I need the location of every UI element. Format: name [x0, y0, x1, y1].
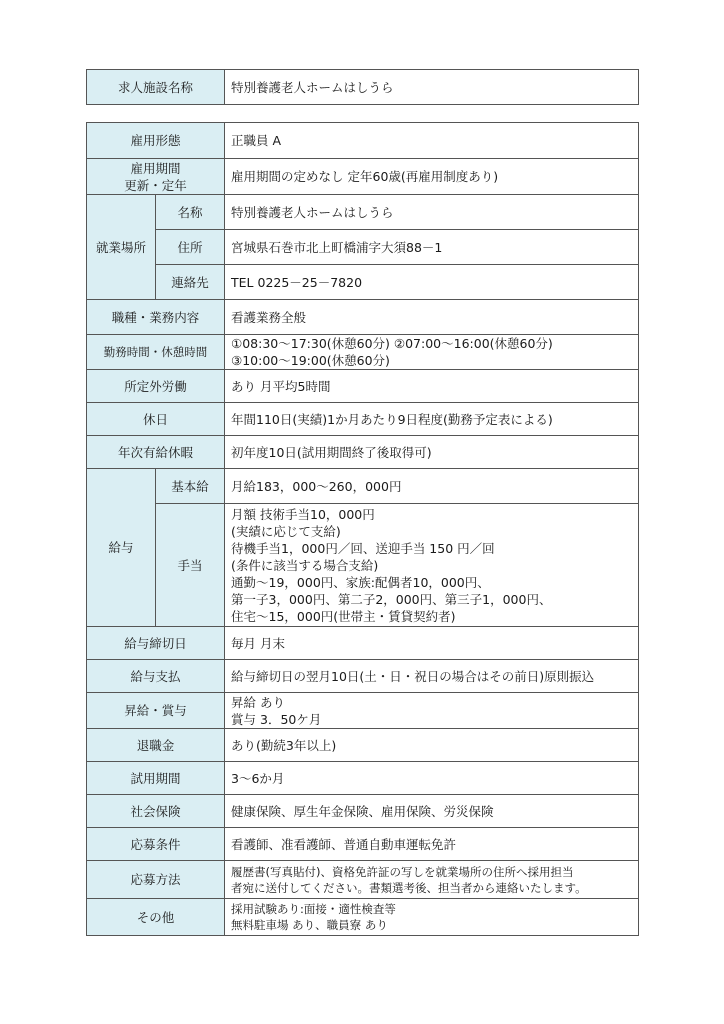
raise-bonus-label: 昇給・賞与 — [87, 693, 225, 729]
raise-bonus-line: 賞与 3．50ケ月 — [231, 711, 322, 727]
insurance-label: 社会保険 — [87, 795, 225, 828]
employment-period-row — [87, 159, 639, 195]
workplace-address-value: 宮城県石巻市北上町橋浦字大須88－1 — [225, 230, 639, 265]
facility-row — [87, 70, 639, 105]
allowance-line: 住宅～15，000円(世帯主・賃貸契約者) — [231, 608, 456, 624]
probation-row — [87, 762, 639, 795]
workplace-name-value: 特別養護老人ホームはしうら — [225, 195, 639, 230]
work-hours-line: ③10:00～19:00(休憩60分) — [231, 353, 390, 368]
pay-cutoff-label: 給与締切日 — [87, 627, 225, 660]
pay-cutoff-value: 毎月 月末 — [225, 627, 639, 660]
probation-value: 3～6か月 — [225, 762, 639, 795]
pay-day-row — [87, 660, 639, 693]
workplace-address-row — [87, 230, 639, 265]
workplace-name-label: 名称 — [156, 195, 225, 230]
application-line: 者宛に送付してください。書類選考後、担当者から連絡いたします。 — [231, 880, 587, 895]
overtime-row — [87, 370, 639, 403]
raise-bonus-value — [225, 693, 639, 729]
work-hours-row — [87, 335, 639, 370]
insurance-value: 健康保険、厚生年金保険、雇用保険、労災保険 — [225, 795, 639, 828]
employment-period-value: 雇用期間の定めなし 定年60歳(再雇用制度あり) — [225, 159, 639, 195]
application-value — [225, 861, 639, 899]
overtime-label: 所定外労働 — [87, 370, 225, 403]
holidays-label: 休日 — [87, 403, 225, 436]
retirement-row — [87, 729, 639, 762]
workplace-contact-label: 連絡先 — [156, 265, 225, 300]
job-content-value: 看護業務全般 — [225, 300, 639, 335]
salary-label: 給与 — [87, 469, 156, 627]
application-row — [87, 861, 639, 899]
probation-label: 試用期間 — [87, 762, 225, 795]
retirement-value: あり(勤続3年以上) — [225, 729, 639, 762]
paid-leave-row — [87, 436, 639, 469]
work-hours-label: 勤務時間・休憩時間 — [87, 335, 225, 370]
pay-cutoff-row — [87, 627, 639, 660]
facility-value: 特別養護老人ホームはしうら — [225, 70, 639, 105]
facility-label: 求人施設名称 — [87, 70, 225, 105]
paid-leave-label: 年次有給休暇 — [87, 436, 225, 469]
base-salary-value: 月給183，000～260，000円 — [225, 469, 639, 504]
overtime-value: あり 月平均5時間 — [225, 370, 639, 403]
requirements-row — [87, 828, 639, 861]
allowance-line: (条件に該当する場合支給) — [231, 557, 379, 573]
other-label: その他 — [87, 899, 225, 936]
employment-period-label — [87, 159, 225, 195]
workplace-contact-value: TEL 0225－25－7820 — [225, 265, 639, 300]
pay-day-value: 給与締切日の翌月10日(土・日・祝日の場合はその前日)原則振込 — [225, 660, 639, 693]
employment-type-value: 正職員 A — [225, 123, 639, 159]
base-salary-label: 基本給 — [156, 469, 225, 504]
allowance-line: 通勤～19，000円、家族:配偶者10，000円、 — [231, 574, 490, 590]
workplace-name-row — [87, 195, 639, 230]
job-details-table — [86, 122, 639, 936]
raise-bonus-line: 昇給 あり — [231, 694, 285, 710]
application-label: 応募方法 — [87, 861, 225, 899]
employment-period-label-line: 雇用期間 — [130, 160, 181, 176]
workplace-label: 就業場所 — [87, 195, 156, 300]
workplace-contact-row — [87, 265, 639, 300]
job-content-label: 職種・業務内容 — [87, 300, 225, 335]
other-row — [87, 899, 639, 936]
requirements-label: 応募条件 — [87, 828, 225, 861]
employment-period-label-line: 更新・定年 — [124, 177, 187, 193]
allowance-line: 第一子3，000円、第二子2，000円、第三子1，000円、 — [231, 591, 552, 607]
requirements-value: 看護師、准看護師、普通自動車運転免許 — [225, 828, 639, 861]
holidays-value: 年間110日(実績)1か月あたり9日程度(勤務予定表による) — [225, 403, 639, 436]
retirement-label: 退職金 — [87, 729, 225, 762]
base-salary-row — [87, 469, 639, 504]
holidays-row — [87, 403, 639, 436]
other-value — [225, 899, 639, 936]
pay-day-label: 給与支払 — [87, 660, 225, 693]
insurance-row — [87, 795, 639, 828]
allowances-row — [87, 504, 639, 627]
allowances-value — [225, 504, 639, 627]
paid-leave-value: 初年度10日(試用期間終了後取得可) — [225, 436, 639, 469]
work-hours-line: ①08:30～17:30(休憩60分) ②07:00～16:00(休憩60分) — [231, 336, 553, 351]
allowance-line: 待機手当1，000円／回、送迎手当 150 円／回 — [231, 540, 495, 556]
facility-table — [86, 69, 639, 105]
allowance-line: (実績に応じて支給) — [231, 523, 341, 539]
other-line: 無料駐車場 あり、職員寮 あり — [231, 918, 388, 932]
allowances-label: 手当 — [156, 504, 225, 627]
other-line: 採用試験あり:面接・適性検査等 — [231, 902, 396, 916]
workplace-address-label: 住所 — [156, 230, 225, 265]
application-line: 履歴書(写真貼付)、資格免許証の写しを就業場所の住所へ採用担当 — [231, 864, 574, 879]
employment-type-label: 雇用形態 — [87, 123, 225, 159]
raise-bonus-row — [87, 693, 639, 729]
work-hours-value — [225, 335, 639, 370]
job-content-row — [87, 300, 639, 335]
allowance-line: 月額 技術手当10，000円 — [231, 506, 375, 522]
employment-type-row — [87, 123, 639, 159]
